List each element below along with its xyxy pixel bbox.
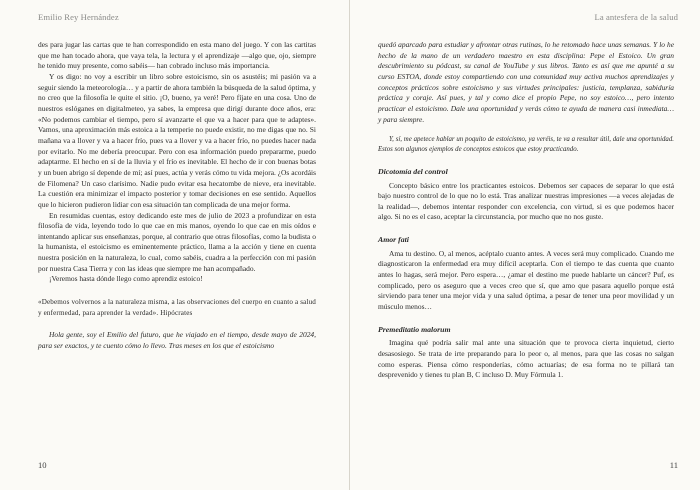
italic-paragraph: Hola gente, soy el Emilio del futuro, que he viajado en el tiempo, desde mayo de 2024, para ser exactos, y te cuento cómo lo llevo. Tras meses en los que el estoicismo xyxy=(38,329,316,350)
left-page-body xyxy=(38,40,316,351)
section-text: Concepto básico entre los practicantes estoicos. Debemos ser capaces de separar lo que está bajo nuestro control de lo que no lo está. Tras analizar nuestras impresiones —a veces alejadas de la realidad—, debemos intentar responder con excelencia, con virtud, si es que podemos hacer algo. Si no es el caso, aceptar la circunstancia, por mucho que no nos guste. xyxy=(378,180,674,222)
body-paragraph: En resumidas cuentas, estoy dedicando este mes de julio de 2023 a profundizar en esta filosofía de vida, leyendo todo lo que cae en mis manos, oyendo lo que cae en mis oídos e intentando aplicar sus enseñanzas, porque, al contrario que otras filosofías, como la budista o la humanista, el estoicismo es eminentemente práctico, llama a la acción y tiene en cuenta nuestra posición en la naturaleza, lo cual, como sabéis, cuadra a la perfección con mi pasión por nuestra Casa Tierra y con las ideas que siempre me han acompañado. xyxy=(38,210,316,273)
section-heading: Premeditatio malorum xyxy=(378,324,451,334)
running-head-author: Emilio Rey Hernández xyxy=(38,12,119,22)
section-heading: Amor fati xyxy=(378,235,409,245)
running-head-title: La antesfera de la salud xyxy=(594,12,678,22)
section-text: Imagina qué podría salir mal ante una situación que te provoca cierta inquietud, cierto desasosiego. Se trata de irte preparando para lo peor o, al menos, para que las cosas no salgan como esperas. Piensa cómo responderías, cómo actuarías; de esa forma no te pillará tan desprevenido y tienes tu plan B, C incluso D. Muy Fórmula 1. xyxy=(378,338,674,380)
body-paragraph: des para jugar las cartas que te han correspondido en esta mano del juego. Y con las cartitas que me han tocado ahora, que vaya tela, la lectura y el aprendizaje —algo que, ojo, siempre he tenido muy presente, como sabéis— han cobrado incluso más importancia. xyxy=(38,40,316,71)
right-page xyxy=(350,0,700,490)
italic-paragraph: quedó aparcado para estudiar y afrontar otras rutinas, lo he retomado hace unas semanas. Y lo he hecho de la mano de un verdadero maestro en esta disciplina: Pepe el Estoico. Un gran descubrimiento su pódcast, su canal de YouTube y sus libros. Tanto es así que me apunté a su curso ESTOA, donde estoy compartiendo con una comunidad muy activa muchos aprendizajes y conceptos prácticos sobre estoicismo y sus virtudes principales: justicia, templanza, sabiduría práctica y coraje. Así pues, y tal y como dice el propio Pepe, no soy estoico…, pero intento practicar el estoicismo. Dale una oportunidad y verás cómo te ayuda de manera casi inmediata… y para siempre. xyxy=(378,40,674,124)
epigraph-quote: «Debemos volvernos a la naturaleza misma, a las observaciones del cuerpo en cuanto a salud y enfermedad, para aprender la verdad». Hipócrates xyxy=(38,298,316,317)
page-number: 11 xyxy=(669,460,678,470)
body-paragraph: Y os digo: no voy a escribir un libro sobre estoicismo, sin os asustéis; mi pasión va a seguir siendo la meteorología… y a partir de ahora también la búsqueda de la salud óptima, y no creo que la filosofía le quite el sitio. ¡O, bueno, ya veré! Pero fíjate en una cosa. Uno de nuestros eslóganes en digitalmeteo, ya sabes, la empresa que dirigí durante doce años, era: «No podemos cambiar el tiempo, pero sí avanzarte el que va a hacer para que te adaptes». Vamos, una aproximación más estoica a la temperie no puede existir, no me digas que no. Si mañana va a llover y va a hacer frío, pues va a llover y va a hacer frío, no puedes hacer nada por evitarlo. No me debería preocupar. Pero con esa información puedo prepararme, puedo adaptarme. El hecho en sí de la lluvia y el frío es inevitable. El hecho de ir con buenas botas y un buen abrigo sí depende de mí; así pues, actúa y verás cómo tu vida mejora. ¿Os acordáis de Filomena? Un caso clarísimo. Nadie pudo evitar esa hecatombe de nieve, era inevitable. La cuestión era minimizar el impacto posterior y tomar decisiones en ese sentido. Aquellos que lo hicieron pudieron lidiar con esa situación tan complicada de una mejor forma. xyxy=(38,71,316,209)
page-number: 10 xyxy=(38,460,47,470)
body-paragraph: ¡Veremos hasta dónde llego como aprendiz estoico! xyxy=(49,274,203,284)
section-heading: Dicotomía del control xyxy=(378,166,448,176)
section-text: Ama tu destino. O, al menos, acéptalo cuanto antes. A veces será muy complicado. Cuando me diagnosticaron la enfermedad era muy difícil aceptarla. Con el tiempo te das cuenta que cuanto antes lo hagas, será mejor. Pero espera…, ¿amar el destino me puede hablarte un cáncer? Puf, es complicado, pero os aseguro que a veces creo que sí, que amo que pasara aquello porque está sirviendo para tener una mejor vida y una salud óptima, a pesar de tener una peor movilidad y un músculo menos… xyxy=(378,248,674,312)
aside-note: Y, sí, me apetece hablar un poquito de estoicismo, ya veréis, te va a resultar útil, dale una oportunidad. Estos son algunos ejemplos de conceptos estoicos que estoy practicando. xyxy=(378,136,674,154)
right-page-body xyxy=(378,40,674,381)
